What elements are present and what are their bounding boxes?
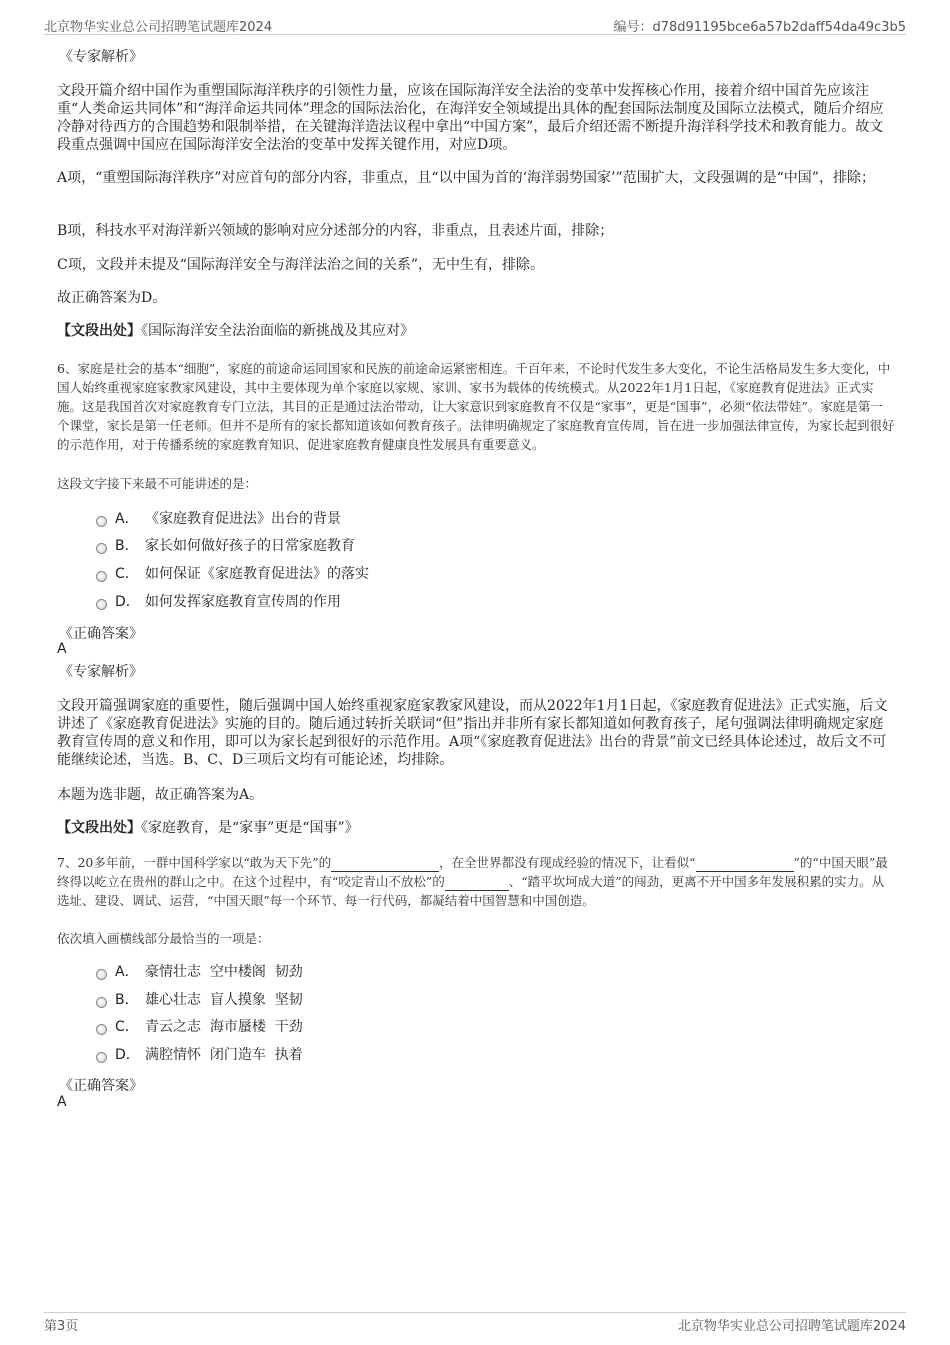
radio-button[interactable]: [96, 599, 107, 610]
radio-button[interactable]: [96, 543, 107, 554]
radio-button[interactable]: [96, 969, 107, 980]
source-label: 【文段出处】: [57, 820, 141, 836]
q6-question: 这段文字接下来最不可能讲述的是：: [57, 476, 258, 491]
radio-button[interactable]: [96, 1024, 107, 1035]
source-title: 《国际海洋安全法治面临的新挑战及其应对》: [141, 323, 414, 339]
q7-answer: A: [57, 1094, 67, 1110]
q6-option-a[interactable]: A． 《家庭教育促进法》出台的背景: [96, 509, 341, 529]
q6-conclusion: 本题为选非题，故正确答案为A。: [57, 787, 264, 803]
page-header: [44, 12, 906, 35]
q7-passage: 7、20多年前，一群中国科学家以“敢为天下先”的 ，在全世界都没有现成经验的情况下，让看似“ ”的“中国天眼”最终得以屹立在贵州的群山之中。在这个过程中，有“咬定青山不放松”的 、“踏平坎坷成大道”的闯劲，更离不开中国多年发展积累的实力。从选址、建设、调试、运营，“中国天眼”每一个环节、每一行代码，都凝结着中国智慧和中国创造。: [57, 855, 888, 908]
expert-analysis-heading: 《专家解析》: [59, 49, 143, 65]
source-label: 【文段出处】: [57, 323, 141, 339]
passage-source: [57, 322, 895, 340]
q6-answer-heading: 《正确答案》: [59, 626, 143, 642]
q6-answer: A: [57, 641, 67, 657]
q7-option-d[interactable]: D． 满腔情怀 闭门造车 执着: [96, 1045, 303, 1065]
q7-question: 依次填入画横线部分最恰当的一项是：: [57, 931, 270, 946]
q7-option-a[interactable]: A． 豪情壮志 空中楼阁 韧劲: [96, 962, 303, 982]
header-title: 北京物华实业总公司招聘笔试题库2024: [44, 20, 273, 35]
fill-blank-3[interactable]: [445, 876, 509, 891]
radio-button[interactable]: [96, 997, 107, 1008]
page-footer: [44, 1312, 906, 1335]
q6-option-b[interactable]: B． 家长如何做好孩子的日常家庭教育: [96, 536, 355, 556]
q6-passage-source: [57, 819, 895, 837]
analysis-item-c: C项，文段并未提及“国际海洋安全与海洋法治之间的关系”，无中生有，排除。: [57, 257, 545, 273]
radio-button[interactable]: [96, 571, 107, 582]
fill-blank-2[interactable]: [696, 857, 794, 872]
q6-passage: 6、家庭是社会的基本“细胞”，家庭的前途命运同国家和民族的前途命运紧密相连。千百年来，不论时代发生多大变化，不论生活格局发生多大变化，中国人始终重视家庭家教家风建设，其中主要体现为单个家庭以家规、家训、家书为载体的传统模式。从2022年1月1日起，《家庭教育促进法》正式实施。这是我国首次对家庭教育专门立法，其目的正是通过法治带动，让大家意识到家庭教育不仅是“家事”，更是“国事”，必须“依法带娃”。家庭是第一个课堂，家长是第一任老师。但并不是所有的家长都知道该如何教育孩子。法律明确规定了家庭教育宣传周，旨在进一步加强法律宣传，为家长起到很好的示范作用，对于传播系统的家庭教育知识、促进家庭教育健康良性发展具有重要意义。: [57, 361, 895, 452]
header-doc-id: 编号：d78d91195bce6a57b2daff54da49c3b5: [613, 20, 906, 35]
q7-answer-heading: 《正确答案》: [59, 1078, 143, 1094]
expert-analysis-text: 文段开篇介绍中国作为重塑国际海洋秩序的引领性力量，应该在国际海洋安全法治的变革中发挥核心作用，接着介绍中国首先应该注重“人类命运共同体”和“海洋命运共同体”理念的国际法治化，在海洋安全领域提出具体的配套国际法制度及国际立法模式，随后介绍应冷静对待西方的合围趋势和限制举措，在关键海洋造法议程中拿出“中国方案”，最后介绍还需不断提升海洋科学技术和教育能力。故文段重点强调中国应在国际海洋安全法治的变革中发挥关键作用，对应D项。: [57, 83, 884, 153]
q7-option-b[interactable]: B． 雄心壮志 盲人摸象 坚韧: [96, 990, 303, 1010]
page-number: 第3页: [44, 1319, 79, 1334]
q6-expert-heading: 《专家解析》: [59, 664, 143, 680]
q7-option-c[interactable]: C． 青云之志 海市蜃楼 干劲: [96, 1017, 303, 1037]
q6-analysis-text: 文段开篇强调家庭的重要性，随后强调中国人始终重视家庭家教家风建设，而从2022年1月1日起，《家庭教育促进法》正式实施，后文讲述了《家庭教育促进法》实施的目的。随后通过转折关联词“但”指出并非所有家长都知道如何教育孩子，尾句强调法律明确规定家庭教育宣传周的意义和作用，即可以为家长起到很好的示范作用。A项“《家庭教育促进法》出台的背景”前文已经具体论述过，故后文不可能继续论述，当选。B、C、D三项后文均有可能论述，均排除。: [57, 698, 888, 768]
q6-option-c[interactable]: C． 如何保证《家庭教育促进法》的落实: [96, 564, 369, 584]
q6-option-d[interactable]: D． 如何发挥家庭教育宣传周的作用: [96, 592, 341, 612]
fill-blank-1[interactable]: [331, 857, 439, 872]
analysis-conclusion: 故正确答案为D。: [57, 290, 167, 306]
footer-title: 北京物华实业总公司招聘笔试题库2024: [677, 1319, 906, 1334]
radio-button[interactable]: [96, 1052, 107, 1063]
analysis-item-a: A项，“重塑国际海洋秩序”对应首句的部分内容，非重点，且“以中国为首的‘海洋弱势国家’”范围扩大，文段强调的是“中国”，排除；: [57, 170, 875, 186]
source-title: 《家庭教育，是“家事”更是“国事”》: [141, 820, 359, 836]
radio-button[interactable]: [96, 516, 107, 527]
analysis-item-b: B项，科技水平对海洋新兴领域的影响对应分述部分的内容，非重点，且表述片面，排除；: [57, 223, 614, 239]
